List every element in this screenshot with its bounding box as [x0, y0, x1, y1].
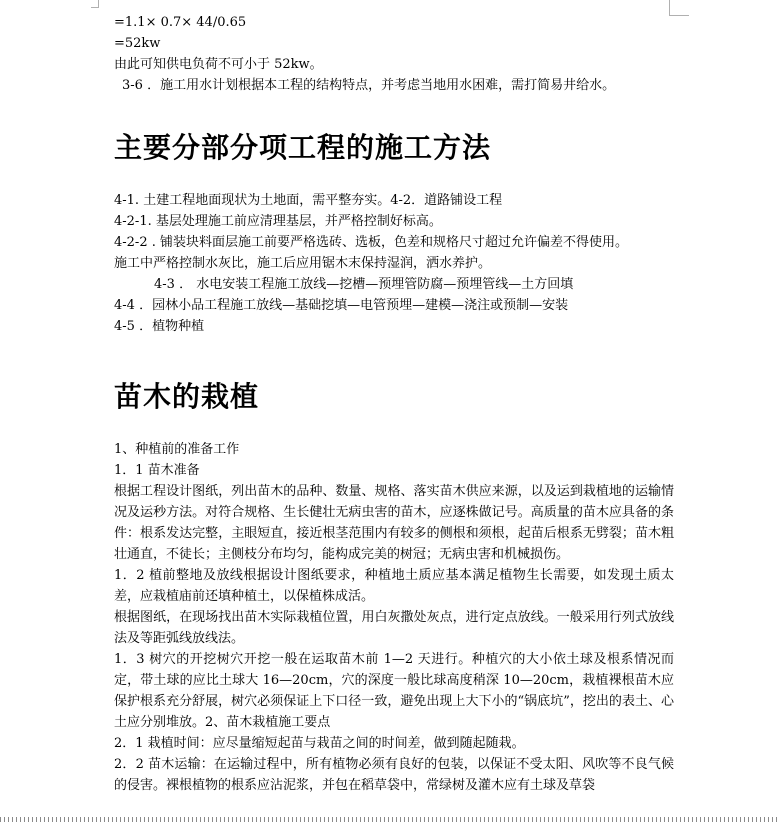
document-body: [114, 12, 674, 796]
construction-methods-list: [114, 190, 674, 337]
formula-line-1: =1.1× 0.7× 44/0.65: [114, 15, 247, 30]
section-heading-construction-methods: 主要分部分项工程的施工方法: [114, 131, 492, 164]
list-item: 施工中严格控制水灰比，施工后应用锯木末保持湿润，洒水养护。: [114, 256, 492, 271]
paragraph: 2．1 栽植时间：应尽量缩短起苗与栽苗之间的时间差，做到随起随栽。: [114, 736, 525, 751]
water-plan-item: 3-6 ．施工用水计划根据本工程的结构特点，并考虑当地用水困难，需打简易井给水。: [122, 78, 616, 93]
subheading: 1、种植前的准备工作: [114, 442, 240, 457]
list-item: 4-1. 土建工程地面现状为土地面，需平整夯实。4-2．道路铺设工程: [114, 193, 503, 208]
paragraph: 根据工程设计图纸，列出苗木的品种、数量、规格、落实苗木供应来源，以及运到栽植地的运输情况及运秒方法。对符合规格、生长健壮无病虫害的苗木，应逐株做记号。高质量的苗木应具备的条件：根系发达完整，主眼短直，接近根茎范围内有较多的侧根和须根，起苗后根系无劈裂；苗木粗壮通直，不徒长；主侧枝分布均匀，能构成完美的树冠；无病虫害和机械损伤。: [114, 484, 674, 562]
page-bottom-edge: [0, 817, 780, 822]
paragraph: 1．3 树穴的开挖树穴开挖一般在运取苗木前 1—2 天进行。种植穴的大小依土球及根系情况而定，带土球的应比土球大 16—20cm，穴的深度一般比球高度稍深 10—20cm，栽植裸根苗木应保护根系充分舒展，树穴必须保证上下口径一致，避免出现上大下小的“锅底坑”，挖出的表土、心土应分别堆放。2、苗木栽植施工要点: [114, 652, 674, 730]
subheading: 1．1 苗木准备: [114, 463, 200, 478]
list-item: 4-2-2 . 铺装块料面层施工前要严格选砖、选板，色差和规格尺寸超过允许偏差不得使用。: [114, 235, 628, 250]
paragraph: 根据图纸，在现场找出苗木实际栽植位置，用白灰撒处灰点，进行定点放线。一般采用行列式放线法及等距弧线放线法。: [114, 610, 674, 646]
list-item: 4-2-1. 基层处理施工前应清理基层，并严格控制好标高。: [114, 214, 442, 229]
list-item: 4-5 ．植物种植: [114, 319, 205, 334]
section-heading-seedling-planting: 苗木的栽植: [114, 380, 260, 413]
list-item: 4-4 ．园林小品工程施工放线—基础挖填—电管预埋—建模—浇注或预制—安装: [114, 298, 569, 313]
planting-section-body: [114, 439, 674, 796]
paragraph: 1．2 植前整地及放线根据设计图纸要求，种植地土质应基本满足植物生长需要，如发现土质太差，应栽植庙前还填种植土，以保植株成活。: [114, 568, 674, 604]
power-load-conclusion: 由此可知供电负荷不可小于 52kw。: [114, 57, 323, 72]
margin-corner-mark-left: [91, 0, 99, 8]
formula-line-2: =52kw: [114, 36, 161, 51]
list-item: 4-3 ． 水电安装工程施工放线—挖槽—预埋管防腐—预埋管线—土方回填: [154, 277, 574, 292]
paragraph: 2．2 苗木运输：在运输过程中，所有植物必须有良好的包装，以保证不受太阳、风吹等不良气候的侵害。裸根植物的根系应沾泥浆，并包在稻草袋中，常绿树及灌木应有土球及草袋: [114, 757, 674, 793]
